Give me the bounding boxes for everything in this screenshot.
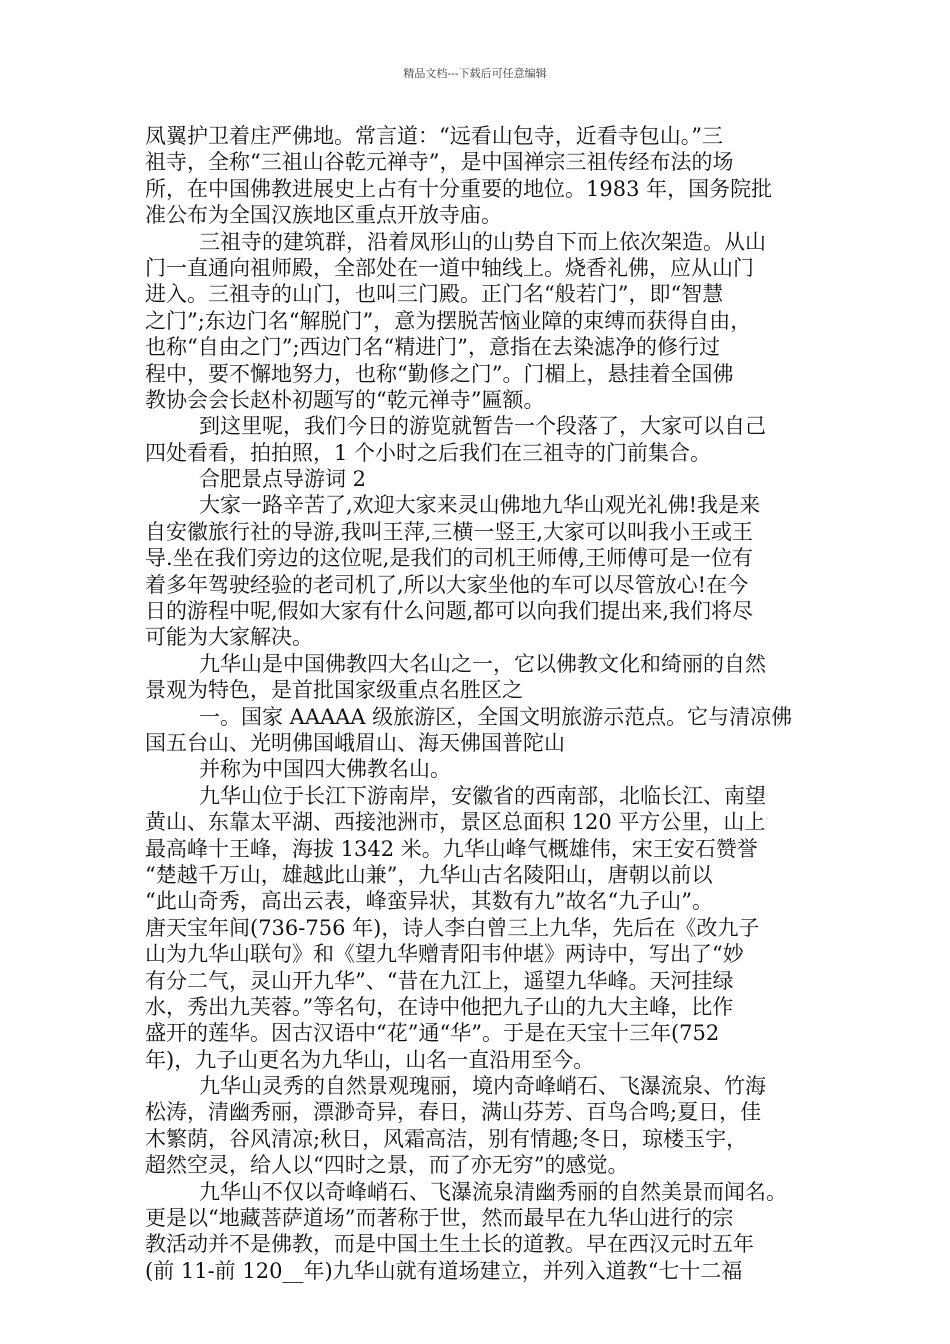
text-line: 年)，九子山更名为九华山，山名一直沿用至今。 <box>145 1047 595 1072</box>
text-line: 可能为大家解决。 <box>145 625 313 650</box>
text-line: 松涛，清幽秀丽，漂渺奇异，春日，满山芬芳、百鸟合鸣;夏日，佳 <box>145 1100 762 1125</box>
text-line: 程中，要不懈地努力，也称“勤修之门”。门楣上，悬挂着全国佛 <box>145 361 734 386</box>
text-line: 门一直通向祖师殿，全部处在一道中轴线上。烧香礼佛，应从山门 <box>145 255 754 280</box>
text-line: 水，秀出九芙蓉。”等名句，在诗中他把九子山的九大主峰，比作 <box>145 994 734 1019</box>
text-line: 三祖寺的建筑群，沿着凤形山的山势自下而上依次架造。从山 <box>199 229 766 254</box>
text-line: 国五台山、光明佛国峨眉山、海天佛国普陀山 <box>145 730 565 755</box>
text-line: 所，在中国佛教进展史上占有十分重要的地位。1983 年，国务院批 <box>145 176 773 201</box>
text-line: 之门”;东边门名“解脱门”，意为摆脱苦恼业障的束缚而获得自由， <box>145 308 752 333</box>
text-line: 自安徽旅行社的导游,我叫王萍,三横一竖王,大家可以叫我小王或王 <box>145 519 754 544</box>
text-line: 黄山、东靠太平湖、西接池洲市，景区总面积 120 平方公里，山上 <box>145 810 766 835</box>
text-line: 大家一路辛苦了,欢迎大家来灵山佛地九华山观光礼佛!我是来 <box>199 493 761 518</box>
text-line: 进入。三祖寺的山门，也叫三门殿。正门名“般若门”，即“智慧 <box>145 282 724 307</box>
document-body <box>145 123 825 1284</box>
text-line: 并称为中国四大佛教名山。 <box>199 757 451 782</box>
text-line: 超然空灵，给人以“四时之景，而了亦无穷”的感觉。 <box>145 1153 629 1178</box>
text-line: 着多年驾驶经验的老司机了,所以大家坐他的车可以尽管放心!在今 <box>145 572 749 597</box>
text-line: 日的游程中呢,假如大家有什么问题,都可以向我们提出来,我们将尽 <box>145 599 754 624</box>
text-line: 最高峰十王峰，海拔 1342 米。九华山峰气概雄伟，宋王安石赞誉 <box>145 836 758 861</box>
text-line: 准公布为全国汉族地区重点开放寺庙。 <box>145 203 502 228</box>
text-line: 九华山位于长江下游南岸，安徽省的西南部，北临长江、南望 <box>199 783 766 808</box>
text-line: 导.坐在我们旁边的这位呢,是我们的司机王师傅,王师傅可是一位有 <box>145 546 754 571</box>
text-line: 九华山灵秀的自然景观瑰丽，境内奇峰峭石、飞瀑流泉、竹海 <box>199 1074 766 1099</box>
text-line: (前 11-前 120__年)九华山就有道场建立，并列入道教“七十二福 <box>145 1258 743 1283</box>
text-line: 凤翼护卫着庄严佛地。常言道：“远看山包寺，近看寺包山。”三 <box>145 124 723 148</box>
text-line: 九华山不仅以奇峰峭石、飞瀑流泉清幽秀丽的自然美景而闻名。 <box>199 1179 787 1204</box>
text-line: 教活动并不是佛教，而是中国土生土长的道教。早在西汉元时五年 <box>145 1232 754 1257</box>
text-line: 四处看看，拍拍照，1 个小时之后我们在三祖寺的门前集合。 <box>145 440 712 465</box>
text-line: 合肥景点导游词 2 <box>199 467 367 492</box>
text-line: 山为九华山联句》和《望九华赠青阳韦仲堪》两诗中，写出了“妙 <box>145 942 744 967</box>
text-line: 盛开的莲华。因古汉语中“花”通“华”。于是在天宝十三年(752 <box>145 1021 720 1046</box>
page-header: 精品文档---下载后可任意编辑 <box>403 67 547 80</box>
text-line: 到这里呢，我们今日的游览就暂告一个段落了，大家可以自己 <box>199 414 766 439</box>
text-line: 木繁荫，谷风清凉;秋日，风霜高洁，别有情趣;冬日，琼楼玉宇， <box>145 1126 748 1151</box>
text-line: 景观为特色，是首批国家级重点名胜区之 <box>145 678 523 703</box>
text-line: 有分二气，灵山开九华”、“昔在九江上，遥望九华峰。天河挂绿 <box>145 968 734 993</box>
text-line: 更是以“地藏菩萨道场”而著称于世，然而最早在九华山进行的宗 <box>145 1206 734 1231</box>
text-line: “此山奇秀，高出云表，峰蛮异状，其数有九”故名“九子山”。 <box>145 889 713 914</box>
text-line: 也称“自由之门”;西边门名“精进门”，意指在去染滤净的修行过 <box>145 335 721 360</box>
text-line: 教协会会长赵朴初题写的“乾元禅寺”匾额。 <box>145 387 545 412</box>
text-line: 唐天宝年间(736-756 年)，诗人李白曾三上九华，先后在《改九子 <box>145 915 760 940</box>
text-line: 九华山是中国佛教四大名山之一，它以佛教文化和绮丽的自然 <box>199 651 766 676</box>
text-line: 一。国家 AAAAA 级旅游区，全国文明旅游示范点。它与清凉佛 <box>199 704 793 729</box>
text-line: “楚越千万山，雄越此山兼”，九华山古名陵阳山，唐朝以前以 <box>145 862 713 887</box>
text-line: 祖寺，全称“三祖山谷乾元禅寺”，是中国禅宗三祖传经布法的场 <box>145 150 734 175</box>
